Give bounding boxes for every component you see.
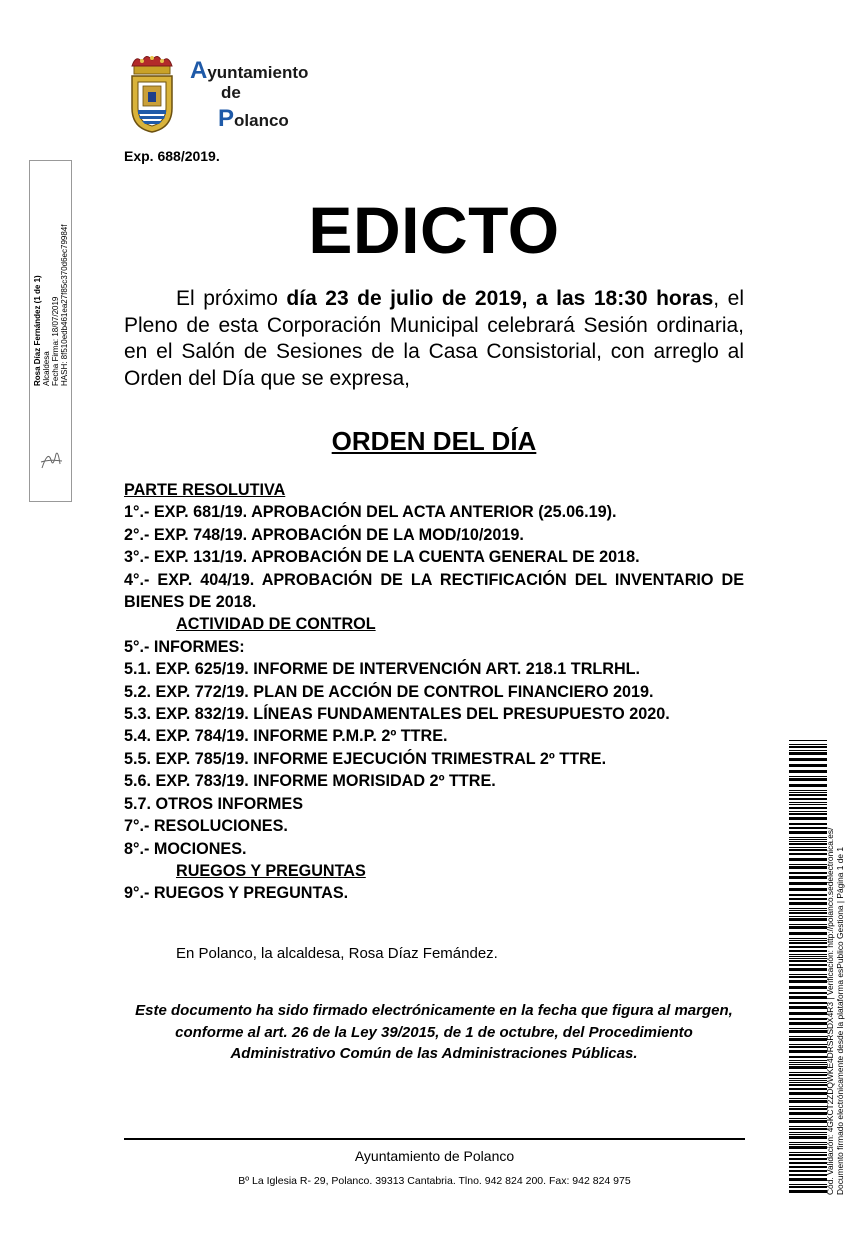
barcode-bar [789, 1036, 827, 1037]
barcode-bar [789, 1080, 827, 1081]
barcode-bar [789, 872, 827, 874]
barcode-bar [789, 817, 827, 820]
municipality-logo: Ayuntamiento de Polanco [124, 52, 324, 138]
logo-text-ayuntamiento: Ayuntamiento [190, 57, 309, 84]
barcode-bar [789, 926, 827, 929]
barcode-bar [789, 1002, 827, 1004]
barcode-bar [789, 1178, 827, 1181]
agenda-item [124, 501, 744, 523]
barcode-bar [789, 918, 827, 921]
intro-part2: , el Pleno de esta Corporación Municipal celebrará Sesión ordinaria, en el Salón de Sesiones de la Casa Consistorial, con arreglo al Orden del Día que se expresa, [124, 287, 744, 390]
agenda-item-text: ACTIVIDAD DE CONTROL [176, 615, 376, 634]
agenda-item-text: PARTE RESOLUTIVA [124, 481, 286, 499]
barcode-bar [789, 932, 827, 935]
barcode-bar [789, 776, 827, 777]
validation-platform: Documento firmado electrónicamente desde la plataforma esPublico Gestiona | Página 1 de 1 [835, 846, 845, 1195]
barcode-bar [789, 912, 827, 914]
agenda-item [124, 658, 744, 680]
barcode-bar [789, 1166, 827, 1168]
agenda-item [124, 613, 744, 635]
barcode-bar [789, 1162, 827, 1164]
intro-date-time: día 23 de julio de 2019, a las 18:30 horas [286, 287, 714, 310]
barcode-bar [789, 1154, 827, 1156]
barcode-bar [789, 1184, 827, 1185]
barcode-bar [789, 744, 827, 745]
agenda-item [124, 748, 744, 770]
barcode-bar [789, 1144, 827, 1145]
agenda-item-text: 5.5. EXP. 785/19. INFORME EJECUCIÓN TRIMESTRAL 2º TTRE. [124, 749, 607, 768]
agenda-item [124, 479, 744, 501]
barcode-bar [789, 866, 827, 869]
barcode-bar [789, 1092, 827, 1095]
barcode-bar [789, 1170, 827, 1172]
agenda-item-text: 7°.- RESOLUCIONES. [124, 817, 288, 836]
barcode-bar [789, 1190, 827, 1193]
barcode-bar [789, 898, 827, 900]
barcode-bar [789, 1132, 827, 1133]
barcode-bar [789, 1082, 827, 1083]
barcode-bar [789, 956, 827, 957]
signature-date: Fecha Firma: 18/07/2019 [51, 296, 60, 386]
signer-name: Rosa Díaz Fernández (1 de 1) [33, 275, 42, 386]
barcode-bar [789, 1084, 827, 1086]
agenda-item [124, 793, 744, 815]
barcode-bar [789, 847, 827, 848]
agenda-item [124, 838, 744, 860]
barcode-bar [789, 1072, 827, 1073]
barcode-bar [789, 1106, 827, 1107]
barcode-bar [789, 940, 827, 941]
barcode-bar [789, 802, 827, 803]
barcode-bar [789, 827, 827, 829]
barcode-bar [789, 996, 827, 999]
intro-part1: El próximo [176, 287, 287, 310]
barcode-bar [789, 1142, 827, 1143]
barcode-bar [789, 958, 827, 959]
agenda-item-text: 5.6. EXP. 783/19. INFORME MORISIDAD 2º TTRE. [124, 772, 496, 791]
agenda-item-text: 9°.- RUEGOS Y PREGUNTAS. [124, 884, 349, 903]
footer-divider [124, 1138, 745, 1140]
barcode-bar [789, 858, 827, 861]
barcode-bar [789, 778, 827, 781]
barcode-bar [789, 1078, 827, 1079]
barcode-bar [789, 784, 827, 787]
expediente-number: Exp. 688/2019. [124, 148, 220, 164]
barcode-bar [789, 1100, 827, 1103]
agenda-item [124, 725, 744, 747]
barcode-bar [789, 1060, 827, 1061]
barcode-bar [789, 876, 827, 879]
agenda-item [124, 815, 744, 837]
validation-code: Cód. Validación: 4GKCT2ZDQWKE4DRSRSDX4R3 | Verificación: http://polanco.sedelectronica.es/ [825, 827, 835, 1195]
barcode-bar [789, 1050, 827, 1053]
barcode-bar [789, 1074, 827, 1076]
barcode-bar [789, 811, 827, 812]
barcode-bar [789, 1120, 827, 1123]
barcode-bar [789, 980, 827, 983]
logo-line1: yuntamiento [207, 63, 309, 82]
barcode-bar [789, 1098, 827, 1099]
barcode-bar [789, 841, 827, 842]
barcode-bar [789, 1064, 827, 1065]
barcode-bar [789, 764, 827, 767]
barcode-bar [789, 746, 827, 748]
agenda-item [124, 636, 744, 658]
barcode-bar [789, 843, 827, 845]
barcode-bar [789, 1012, 827, 1015]
barcode-bar [789, 1136, 827, 1139]
barcode-bar [789, 1112, 827, 1115]
agenda-item [124, 546, 744, 568]
barcode-bar [789, 968, 827, 971]
barcode-bar [789, 1066, 827, 1069]
signature-hash: HASH: 8f510edb461ea27f85c370d6ec79984f [60, 224, 69, 386]
agenda-item [124, 770, 744, 792]
barcode-bar [789, 1018, 827, 1020]
agenda-item-text: 5.3. EXP. 832/19. LÍNEAS FUNDAMENTALES DEL PRESUPUESTO 2020. [124, 705, 670, 724]
barcode-bar [789, 992, 827, 994]
barcode-bar [789, 882, 827, 885]
agenda-item [124, 524, 744, 546]
logo-line3: olanco [234, 111, 289, 130]
barcode-bar [789, 1088, 827, 1090]
barcode-bar [789, 976, 827, 978]
agenda-list [124, 479, 744, 905]
barcode-bar [789, 902, 827, 905]
barcode-bar [789, 1146, 827, 1149]
barcode-bar [789, 837, 827, 838]
barcode-bar [789, 910, 827, 911]
barcode-bar [789, 938, 827, 939]
barcode-bar [789, 924, 827, 925]
agenda-item [124, 681, 744, 703]
barcode-bar [789, 1030, 827, 1033]
barcode-bar [789, 790, 827, 791]
barcode-bar [789, 894, 827, 896]
intro-paragraph [124, 286, 744, 392]
barcode-bar [789, 823, 827, 825]
barcode-bar [789, 1006, 827, 1009]
barcode-bar [789, 1022, 827, 1025]
agenda-item-text: 5.7. OTROS INFORMES [124, 794, 303, 813]
signer-role: Alcaldesa [42, 351, 51, 386]
barcode-bar [789, 1186, 827, 1188]
barcode-bar [789, 986, 827, 989]
agenda-item-text: 1°.- EXP. 681/19. APROBACIÓN DEL ACTA ANTERIOR (25.06.19). [124, 503, 617, 522]
coat-of-arms-icon [124, 52, 180, 134]
barcode-bar [789, 1158, 827, 1160]
barcode-bar [789, 758, 827, 761]
barcode-bar [789, 1044, 827, 1045]
barcode-bar [789, 1108, 827, 1110]
signature-line: En Polanco, la alcaldesa, Rosa Díaz Femández. [176, 945, 498, 962]
barcode-bar [789, 1118, 827, 1119]
agenda-item-text: 5.1. EXP. 625/19. INFORME DE INTERVENCIÓN ART. 218.1 TRLRHL. [124, 660, 641, 679]
agenda-item-text: 4°.- EXP. 404/19. APROBACIÓN DE LA RECTIFICACIÓN DEL INVENTARIO DE BIENES DE 2018. [124, 570, 744, 612]
agenda-item [124, 882, 744, 904]
footer-name: Ayuntamiento de Polanco [354, 1148, 515, 1164]
logo-line2: de [221, 83, 241, 102]
barcode-bar [789, 792, 827, 793]
barcode-bar [789, 1174, 827, 1176]
barcode-bar [789, 794, 827, 796]
barcode-bar [789, 1028, 827, 1029]
barcode-bar [789, 974, 827, 975]
barcode-bar [789, 849, 827, 851]
barcode-bar [789, 770, 827, 773]
barcode-bar [789, 960, 827, 962]
barcode-bar [789, 1134, 827, 1135]
agenda-item [124, 703, 744, 725]
barcode-bar [789, 1038, 827, 1041]
agenda-item-text: 2°.- EXP. 748/19. APROBACIÓN DE LA MOD/10/2019. [124, 525, 524, 544]
agenda-item-text: 5°.- INFORMES: [124, 637, 245, 656]
barcode-bar [789, 954, 827, 955]
barcode-bar [789, 1126, 827, 1127]
barcode-bar [789, 864, 827, 865]
barcode-bar [789, 798, 827, 800]
document-title: EDICTO [308, 193, 560, 267]
barcode-bar [789, 888, 827, 891]
barcode-bar [789, 950, 827, 952]
electronic-signature-note: Este documento ha sido firmado electrónicamente en la fecha que figura al margen, conforme al art. 26 de la Ley 39/2015, de 1 de octubre, del Procedimiento Administrativo Común de las Administraciones Públicas. [135, 1002, 733, 1062]
agenda-item [124, 860, 744, 882]
barcode-bar [789, 916, 827, 917]
barcode-bar [789, 1056, 827, 1058]
agenda-item-text: RUEGOS Y PREGUNTAS [176, 861, 366, 880]
barcode-bar [789, 1046, 827, 1048]
barcode-bar [789, 942, 827, 944]
barcode-bar [789, 813, 827, 815]
footer-address: Bº La Iglesia R- 29, Polanco. 39313 Cantabria. Tlno. 942 824 200. Fax: 942 824 975 [238, 1175, 631, 1187]
barcode-bar [789, 804, 827, 805]
barcode-bar [789, 831, 827, 834]
barcode-bar [789, 839, 827, 840]
barcode-bar [789, 964, 827, 966]
barcode-bar [789, 853, 827, 855]
barcode-bar [789, 1062, 827, 1063]
barcode-bar [789, 908, 827, 909]
barcode-bar [789, 750, 827, 751]
barcode-bar [789, 1152, 827, 1153]
agenda-item-text: 5.4. EXP. 784/19. INFORME P.M.P. 2º TTRE. [124, 727, 448, 746]
orden-del-dia-heading: ORDEN DEL DÍA [331, 426, 537, 456]
barcode-bar [789, 946, 827, 948]
barcode-bar [789, 752, 827, 755]
agenda-item-text: 8°.- MOCIONES. [124, 839, 247, 858]
barcode-bar [789, 740, 827, 741]
agenda-item-text: 5.2. EXP. 772/19. PLAN DE ACCIÓN DE CONTROL FINANCIERO 2019. [124, 682, 654, 701]
agenda-item-text: 3°.- EXP. 131/19. APROBACIÓN DE LA CUENTA GENERAL DE 2018. [124, 548, 640, 567]
barcode-icon [789, 740, 827, 1195]
agenda-item [124, 569, 744, 614]
barcode-bar [789, 807, 827, 809]
barcode-bar [789, 1128, 827, 1130]
